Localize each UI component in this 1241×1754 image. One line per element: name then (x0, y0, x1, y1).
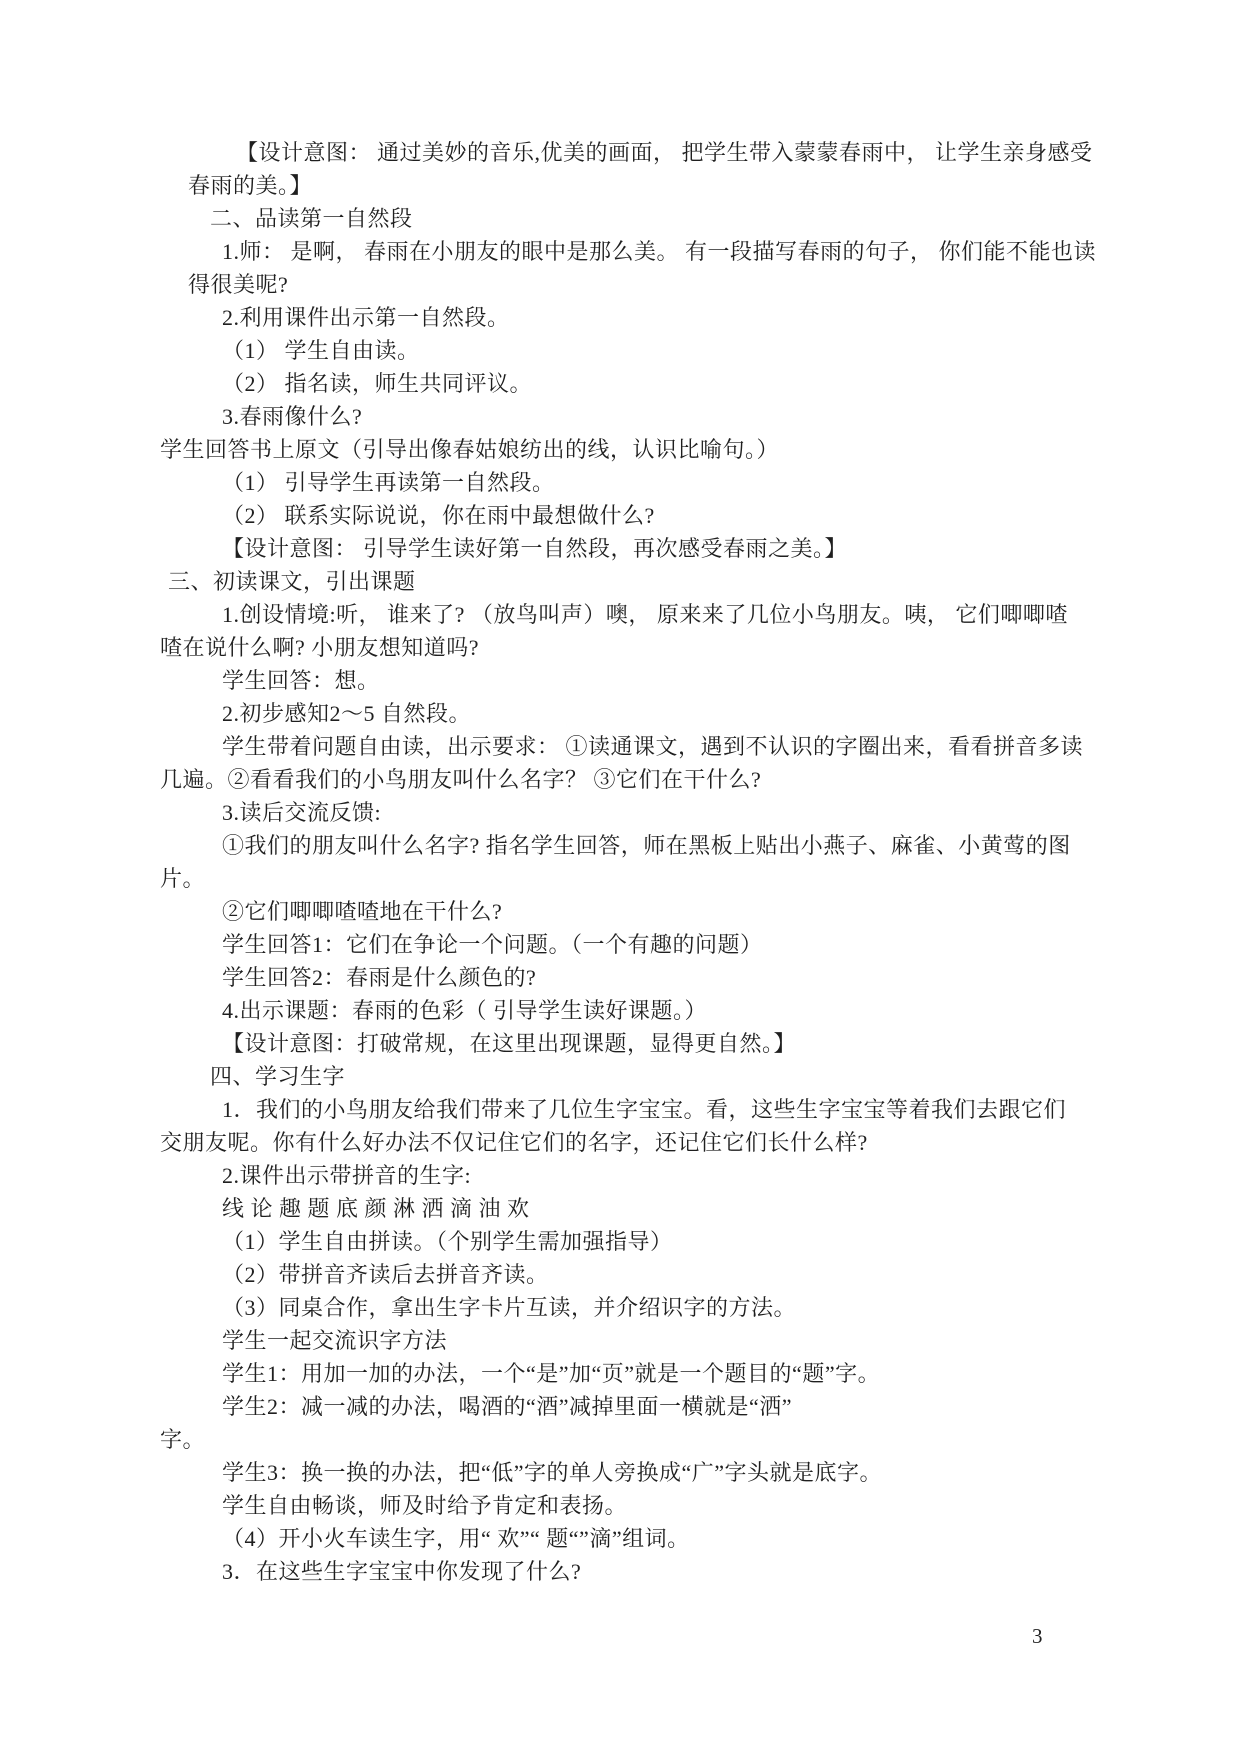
text-line: 学生回答：想。 (222, 668, 380, 693)
text-line: 【设计意图： 引导学生读好第一自然段，再次感受春雨之美。】 (222, 536, 848, 561)
text-line: 学生自由畅谈，师及时给予肯定和表扬。 (222, 1493, 628, 1518)
text-line: （2）带拼音齐读后去拼音齐读。 (222, 1262, 549, 1287)
text-line: 学生带着问题自由读，出示要求： ①读通课文，遇到不认识的字圈出来，看看拼音多读 (222, 734, 1084, 759)
text-line: 春雨的美。】 (188, 173, 313, 198)
text-line: 学生回答1：它们在争论一个问题。（一个有趣的问题） (222, 932, 763, 957)
text-line: 交朋友呢。你有什么好办法不仅记住它们的名字，还记住它们长什么样? (160, 1130, 868, 1155)
text-line: 3.读后交流反馈: (222, 800, 382, 825)
text-line: 几遍。②看看我们的小鸟朋友叫什么名字？ ③它们在干什么? (160, 767, 762, 792)
text-line: （4）开小火车读生字，用“ 欢”“ 题“”滴”组词。 (222, 1526, 690, 1551)
text-line: 学生2：减一减的办法，喝酒的“酒”减掉里面一横就是“洒” (222, 1394, 793, 1419)
page-number: 3 (1032, 1624, 1043, 1648)
text-line: 1．我们的小鸟朋友给我们带来了几位生字宝宝。看，这些生字宝宝等着我们去跟它们 (222, 1097, 1067, 1122)
text-line: （1） 学生自由读。 (222, 338, 420, 363)
text-line: （2） 指名读，师生共同评议。 (222, 371, 533, 396)
text-line: 2.利用课件出示第一自然段。 (222, 305, 510, 330)
text-line: （3）同桌合作，拿出生字卡片互读，并介绍识字的方法。 (222, 1295, 797, 1320)
section-heading: 二、品读第一自然段 (210, 206, 413, 231)
character-list-line: 线 论 趣 题 底 颜 淋 洒 滴 油 欢 (222, 1196, 530, 1221)
text-content (160, 136, 1120, 1588)
text-line: 1.师： 是啊， 春雨在小朋友的眼中是那么美。 有一段描写春雨的句子， 你们能不能也读 (222, 239, 1097, 264)
text-line: 1.创设情境:听， 谁来了? （放鸟叫声）噢， 原来来了几位小鸟朋友。咦， 它们唧唧喳 (222, 602, 1068, 627)
text-line: ①我们的朋友叫什么名字? 指名学生回答，师在黑板上贴出小燕子、麻雀、小黄莺的图 (222, 833, 1071, 858)
text-line: 2.初步感知2～5 自然段。 (222, 701, 472, 726)
text-line: 字。 (160, 1427, 206, 1452)
text-line: 学生一起交流识字方法 (222, 1328, 448, 1353)
text-line: （1） 引导学生再读第一自然段。 (222, 470, 555, 495)
text-line: （2） 联系实际说说，你在雨中最想做什么? (222, 503, 655, 528)
text-line: 学生3：换一换的办法，把“低”字的单人旁换成“广”字头就是底字。 (222, 1460, 883, 1485)
section-heading: 三、初读课文，引出课题 (168, 569, 416, 594)
text-line: 学生回答2：春雨是什么颜色的? (222, 965, 537, 990)
section-heading: 四、学习生字 (210, 1064, 346, 1089)
text-line: 【设计意图：打破常规，在这里出现课题，显得更自然。】 (222, 1031, 797, 1056)
text-line: 学生1：用加一加的办法，一个“是”加“页”就是一个题目的“题”字。 (222, 1361, 881, 1386)
text-line: （1）学生自由拼读。（个别学生需加强指导） (222, 1229, 673, 1254)
text-line: 4.出示课题：春雨的色彩（ 引导学生读好课题。） (222, 998, 708, 1023)
text-line: 2.课件出示带拼音的生字: (222, 1163, 472, 1188)
text-line: ②它们唧唧喳喳地在干什么? (222, 899, 503, 924)
text-line: 3.春雨像什么? (222, 404, 363, 429)
text-line: 得很美呢? (188, 272, 289, 297)
text-line: 片。 (160, 866, 206, 891)
text-line: 喳在说什么啊? 小朋友想知道吗? (160, 635, 480, 660)
text-line: 3．在这些生字宝宝中你发现了什么? (222, 1559, 582, 1584)
text-line: 【设计意图： 通过美妙的音乐,优美的画面， 把学生带入蒙蒙春雨中， 让学生亲身感受 (236, 140, 1093, 165)
text-line: 学生回答书上原文（引导出像春姑娘纺出的线，认识比喻句。） (160, 437, 780, 462)
